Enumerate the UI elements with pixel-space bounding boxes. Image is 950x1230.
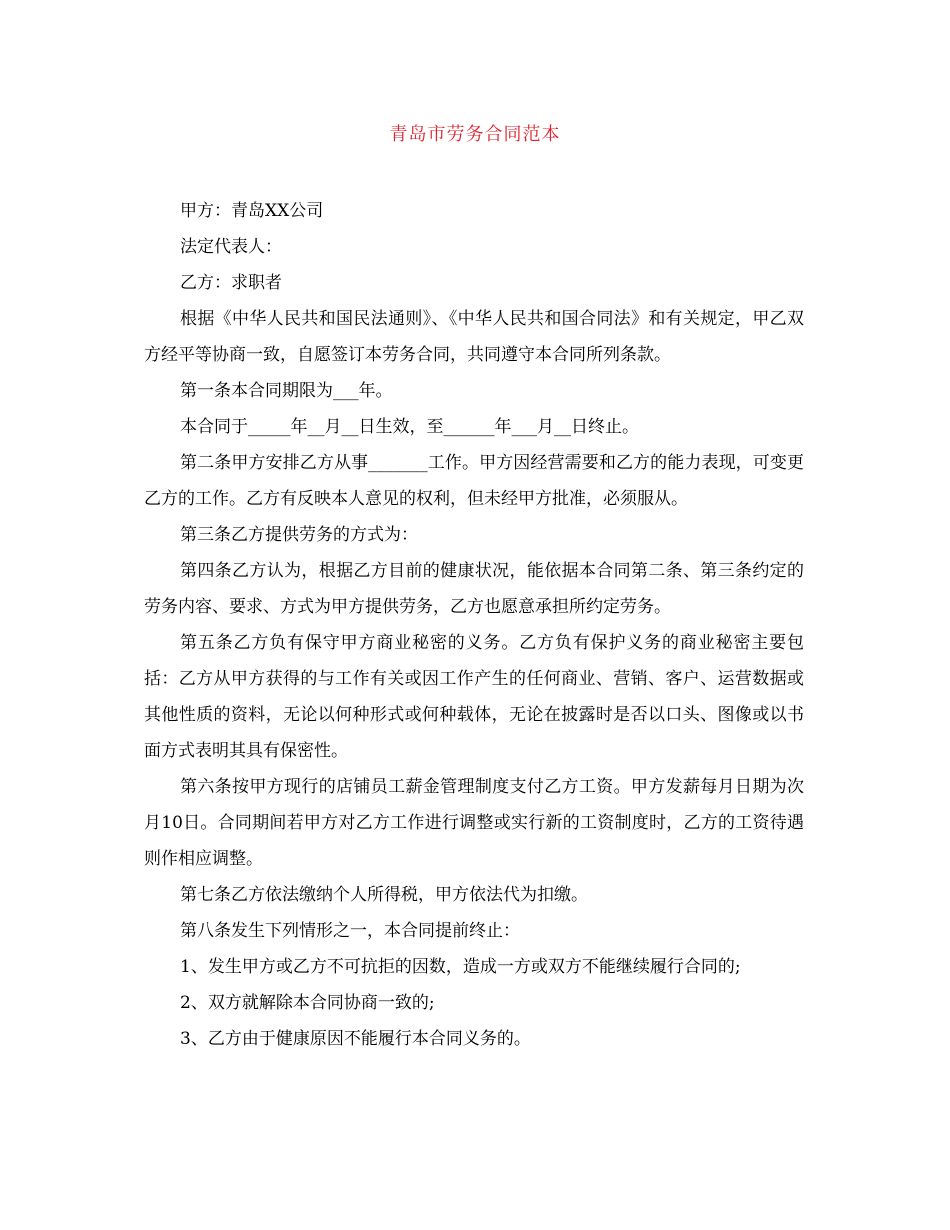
preamble-paragraph: 根据《中华人民共和国民法通则》、《中华人民共和国合同法》和有关规定，甲乙双方经平等协商一致，自愿签订本劳务合同，共同遵守本合同所列条款。 — [144, 309, 804, 365]
article-5: 第五条乙方负有保守甲方商业秘密的义务。乙方负有保护义务的商业秘密主要包括：乙方从甲方获得的与工作有关或因工作产生的任何商业、营销、客户、运营数据或其他性质的资料，无论以何种形式或何种载体，无论在披露时是否以口头、图像或以书面方式表明其具有保密性。 — [144, 633, 804, 761]
article-1-dates: 本合同于_____年__月__日生效，至______年___月__日终止。 — [180, 417, 639, 437]
document-title: 青岛市劳务合同范本 — [389, 124, 561, 145]
legal-representative-line: 法定代表人： — [180, 237, 282, 257]
article-4: 第四条乙方认为，根据乙方目前的健康状况，能依据本合同第二条、第三条约定的劳务内容、要求、方式为甲方提供劳务，乙方也愿意承担所约定劳务。 — [144, 561, 804, 617]
party-a-line: 甲方：青岛XX公司 — [180, 201, 324, 221]
article-3: 第三条乙方提供劳务的方式为： — [180, 525, 418, 545]
document-body — [144, 193, 804, 1057]
article-8-item-2: 2、双方就解除本合同协商一致的; — [180, 993, 435, 1013]
article-8-item-3: 3、乙方由于健康原因不能履行本合同义务的。 — [180, 1029, 531, 1049]
article-1-term: 第一条本合同期限为___年。 — [180, 381, 393, 401]
article-6: 第六条按甲方现行的店铺员工薪金管理制度支付乙方工资。甲方发薪每月日期为次月10日。合同期间若甲方对乙方工作进行调整或实行新的工资制度时，乙方的工资待遇则作相应调整。 — [144, 777, 804, 869]
article-8: 第八条发生下列情形之一，本合同提前终止： — [180, 921, 520, 941]
article-8-item-1: 1、发生甲方或乙方不可抗拒的因数，造成一方或双方不能继续履行合同的; — [180, 957, 741, 977]
party-b-line: 乙方：求职者 — [180, 273, 282, 293]
article-2: 第二条甲方安排乙方从事_______工作。甲方因经营需要和乙方的能力表现，可变更乙方的工作。乙方有反映本人意见的权利，但未经甲方批准，必须服从。 — [144, 453, 804, 509]
article-7: 第七条乙方依法缴纳个人所得税，甲方依法代为扣缴。 — [180, 885, 588, 905]
